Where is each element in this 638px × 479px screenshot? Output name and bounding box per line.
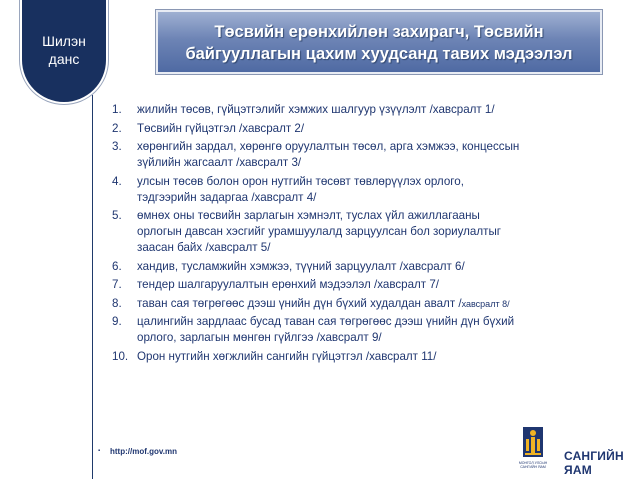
list-item-text — [137, 102, 622, 118]
list-item-line: орлогын давсан хэсгийг урамшуулалд зарцуулсан бол зориулалтыг — [137, 225, 502, 238]
list-item — [112, 277, 622, 293]
list-item-line-main: таван сая төгрөгөөс дээш үнийн дүн бүхий худалдан авалт / — [137, 296, 462, 310]
list-item-line: орлого, зарлагын мөнгөн гүйлгээ /хавсралт 9/ — [137, 331, 382, 344]
emblem-caption — [508, 461, 558, 469]
list-item — [112, 314, 622, 346]
list-item-line: зүйлийн жагсаалт /хавсралт 3/ — [137, 156, 302, 169]
list-item-number: 9. — [112, 315, 122, 328]
list-item-line: тендер шалгаруулалтын ерөнхий мэдээлэл /хавсралт 7/ — [137, 278, 440, 291]
list-item-text — [137, 121, 622, 137]
list-item — [112, 174, 622, 206]
list-item-line: хандив, тусламжийн хэмжээ, түүний зарцуулалт /хавсралт 6/ — [137, 259, 465, 273]
list-item-line: цалингийн зардлаас бусад таван сая төгрөгөөс дээш үнийн дүн бүхий — [137, 315, 515, 328]
badge-text — [22, 32, 106, 68]
badge-line-1: Шилэн — [42, 33, 86, 49]
list-item-text — [137, 349, 622, 365]
list-item-number: 4. — [112, 174, 122, 188]
list-item-text — [137, 174, 622, 206]
shilen-dans-badge — [22, 0, 106, 102]
badge-line-2: данс — [48, 51, 80, 67]
list-item-line: жилийн төсөв, гүйцэтгэлийг хэмжих шалгуур үзүүлэлт /хавсралт 1/ — [137, 103, 495, 116]
list-item-number: 8. — [112, 296, 122, 310]
list-item-number: 1. — [112, 103, 122, 116]
footer-bullet: ▪ — [98, 448, 101, 454]
ministry-name: САНГИЙН ЯАМ — [564, 449, 624, 477]
list-item — [112, 102, 622, 118]
list-item-text — [137, 314, 622, 346]
emblem-caption-line-1: МОНГОЛ УЛСЫН — [518, 461, 548, 465]
list-item — [112, 349, 622, 365]
list-item — [112, 208, 622, 256]
list-item-number: 7. — [112, 278, 122, 291]
list-item-number: 6. — [112, 259, 122, 273]
list-item-line: заасан байх /хавсралт 5/ — [137, 241, 271, 254]
list-item-number: 5. — [112, 209, 122, 222]
requirements-list — [112, 102, 622, 367]
title-line-1: Төсвийн ерөнхийлөн захирагч, Төсвийн — [214, 23, 544, 41]
list-item-number: 3. — [112, 140, 122, 153]
list-item-line: улсын төсөв болон орон нутгийн төсөвт төвлөрүүлэх орлого, — [137, 174, 464, 188]
list-item-text — [137, 139, 622, 171]
page-title — [156, 10, 602, 74]
title-line-2: байгууллагын цахим хуудсанд тавих мэдээлэл — [185, 45, 573, 63]
list-item — [112, 296, 622, 312]
website-link[interactable]: http://mof.gov.mn — [110, 447, 177, 456]
list-item-line: Орон нутгийн хөгжлийн сангийн гүйцэтгэл /хавсралт 11/ — [137, 349, 437, 363]
list-item-line: өмнөх оны төсвийн зарлагын хэмнэлт, туслах үйл ажиллагааны — [137, 209, 480, 222]
list-item-line: Төсвийн гүйцэтгэл /хавсралт 2/ — [137, 121, 305, 135]
list-item-number: 10. — [112, 349, 129, 363]
list-item-text — [137, 296, 622, 312]
list-item-text — [137, 277, 622, 293]
list-item-line: тэдгээрийн задаргаа /хавсралт 4/ — [137, 190, 317, 204]
list-item-number: 2. — [112, 121, 122, 135]
list-item — [112, 139, 622, 171]
list-item-suffix: хавсралт 8/ — [461, 298, 510, 309]
list-item — [112, 259, 622, 275]
vertical-divider — [92, 95, 93, 479]
list-item-text — [137, 208, 622, 256]
list-item — [112, 121, 622, 137]
emblem-caption-line-2: САНГИЙН ЯАМ — [520, 465, 546, 469]
list-item-line — [137, 296, 622, 312]
list-item-line: хөрөнгийн зардал, хөрөнгө оруулалтын төсөл, арга хэмжээ, концессын — [137, 140, 520, 153]
list-item-text — [137, 259, 622, 275]
